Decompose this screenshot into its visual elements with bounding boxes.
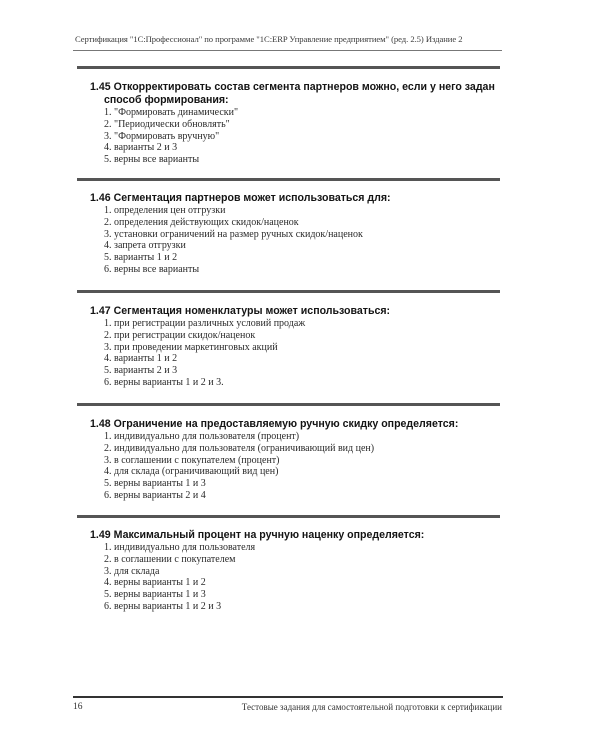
- answer-option: 6. верны все варианты: [104, 263, 200, 275]
- answer-option: 5. верны все варианты: [104, 154, 200, 166]
- answer-option: 2. "Периодически обновлять": [104, 118, 230, 130]
- answer-options: [90, 431, 502, 502]
- answer-option: 4. варианты 2 и 3: [104, 142, 178, 154]
- question-number: 1.47: [90, 305, 111, 317]
- answer-option: 2. в соглашении с покупателем: [104, 553, 236, 565]
- answer-option: 5. варианты 2 и 3: [104, 365, 178, 377]
- question-number: 1.48: [90, 418, 111, 430]
- answer-option: 2. индивидуально для пользователя (ограничивающий вид цен): [104, 442, 375, 454]
- question-1-48: [90, 418, 502, 502]
- answer-option: 1. индивидуально для пользователя: [104, 542, 256, 553]
- answer-option: 1. "Формировать динамически": [104, 107, 239, 118]
- answer-option: 6. верны варианты 2 и 4: [104, 489, 206, 501]
- question-title: [90, 81, 502, 107]
- question-text: Ограничение на предоставляемую ручную скидку определяется:: [113, 418, 459, 430]
- question-separator: [77, 403, 500, 406]
- question-1-49: [90, 529, 502, 613]
- answer-option: 4. запрета отгрузки: [104, 240, 186, 252]
- question-1-45: [90, 81, 502, 166]
- question-text: Откорректировать состав сегмента партнеров можно, если у него задан: [113, 81, 495, 93]
- question-title: [90, 418, 502, 431]
- answer-option: 3. установки ограничений на размер ручных скидок/наценок: [104, 228, 363, 240]
- answer-option: 5. верны варианты 1 и 3: [104, 478, 206, 490]
- question-text: Сегментация партнеров может использоваться для:: [113, 192, 391, 204]
- question-title: [90, 305, 502, 318]
- answer-option: 6. верны варианты 1 и 2 и 3: [104, 600, 222, 612]
- question-1-46: [90, 192, 502, 276]
- question-text: Сегментация номенклатуры может использоваться:: [113, 305, 391, 317]
- header-rule: [73, 50, 502, 51]
- answer-option: 1. определения цен отгрузки: [104, 205, 226, 216]
- question-title: [90, 192, 502, 205]
- answer-options: [90, 107, 502, 166]
- question-title: [90, 529, 502, 542]
- answer-option: 2. определения действующих скидок/наценок: [104, 216, 299, 228]
- question-text: Максимальный процент на ручную наценку определяется:: [113, 529, 425, 541]
- answer-option: 1. индивидуально для пользователя (процент): [104, 431, 300, 442]
- answer-option: 5. верны варианты 1 и 3: [104, 589, 206, 601]
- question-number: 1.49: [90, 529, 111, 541]
- footer-rule: [73, 696, 503, 698]
- answer-option: 3. при проведении маркетинговых акций: [104, 341, 278, 353]
- answer-options: [90, 318, 502, 389]
- page-header: Сертификация "1С:Профессионал" по программе "1С:ERP Управление предприятием" (ред. 2.5) Издание 2: [75, 34, 463, 44]
- answer-option: 3. для склада: [104, 565, 160, 577]
- question-separator: [77, 290, 500, 293]
- answer-option: 4. верны варианты 1 и 2: [104, 577, 206, 589]
- question-number: 1.46: [90, 192, 111, 204]
- answer-option: 3. в соглашении с покупателем (процент): [104, 454, 280, 466]
- answer-option: 4. для склада (ограничивающий вид цен): [104, 466, 279, 478]
- page-number: 16: [73, 702, 83, 712]
- answer-option: 4. варианты 1 и 2: [104, 353, 178, 365]
- question-separator: [77, 66, 500, 69]
- answer-option: 2. при регистрации скидок/наценок: [104, 329, 256, 341]
- question-separator: [77, 178, 500, 181]
- answer-options: [90, 542, 502, 613]
- answer-option: 5. варианты 1 и 2: [104, 252, 178, 264]
- question-text-continued: способ формирования:: [104, 94, 229, 106]
- answer-option: 6. верны варианты 1 и 2 и 3.: [104, 376, 224, 388]
- question-number: 1.45: [90, 81, 111, 93]
- question-separator: [77, 515, 500, 518]
- footer-text: Тестовые задания для самостоятельной подготовки к сертификации: [241, 702, 502, 712]
- answer-option: 3. "Формировать вручную": [104, 130, 220, 142]
- answer-option: 1. при регистрации различных условий продаж: [104, 318, 306, 329]
- question-1-47: [90, 305, 502, 389]
- answer-options: [90, 205, 502, 276]
